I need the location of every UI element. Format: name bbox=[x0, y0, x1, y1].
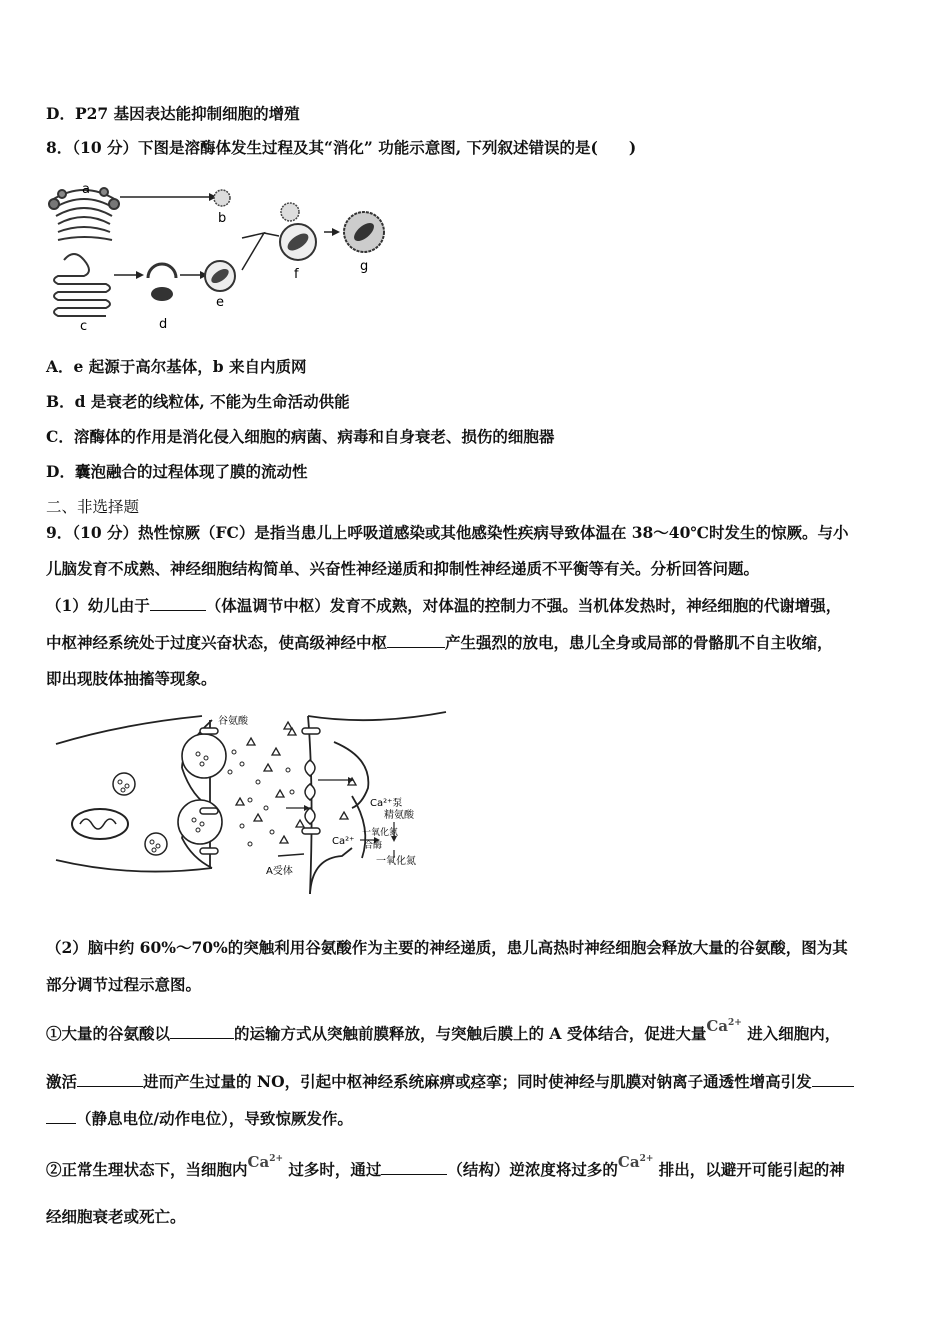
fig-label-a: a bbox=[82, 182, 90, 197]
answer-blank[interactable] bbox=[812, 1070, 854, 1087]
q8-option-d: D．囊泡融合的过程体现了膜的流动性 bbox=[46, 462, 308, 481]
ca-charge: 2+ bbox=[639, 1154, 654, 1164]
label-ca-pump: Ca²⁺泵 bbox=[370, 798, 403, 809]
ca-symbol: Ca bbox=[706, 1017, 729, 1035]
text: ①大量的谷氨酸以 bbox=[46, 1024, 171, 1043]
answer-blank-continued[interactable] bbox=[46, 1107, 76, 1124]
ca-ion-formula bbox=[618, 1153, 653, 1171]
text: 中枢神经系统处于过度兴奋状态，使高级神经中枢 bbox=[46, 633, 388, 652]
section-heading: 二、非选择题 bbox=[46, 498, 140, 516]
ca-ion-formula bbox=[248, 1153, 283, 1171]
ca-symbol: Ca bbox=[617, 1153, 640, 1171]
label-a-receptor: A受体 bbox=[266, 866, 293, 877]
q9-part2-line2: 部分调节过程示意图。 bbox=[46, 975, 202, 994]
text: 排出，以避开可能引起的神 bbox=[653, 1160, 845, 1179]
label-arginine: 精氨酸 bbox=[384, 810, 414, 821]
q9-stem-1: 9．（10 分）热性惊厥（FC）是指当患儿上呼吸道感染或其他感染性疾病导致体温在 38～40℃时发生的惊厥。与小 bbox=[46, 523, 849, 542]
text: （体温调节中枢）发育不成熟，对体温的控制力不强。当机体发热时，神经细胞的代谢增强， bbox=[205, 596, 842, 615]
ca-ion-formula bbox=[706, 1017, 741, 1035]
fig-label-f: f bbox=[294, 267, 299, 282]
q8-option-c: C．溶酶体的作用是消化侵入细胞的病菌、病毒和自身衰老、损伤的细胞器 bbox=[46, 427, 555, 446]
ca-charge: 2+ bbox=[728, 1018, 742, 1028]
q9-stem-2: 儿脑发育不成熟、神经细胞结构简单、兴奋性神经递质和抑制性神经递质不平衡等有关。分析回答问题。 bbox=[46, 559, 760, 578]
q9-part2-line1: （2）脑中约 60%～70%的突触利用谷氨酸作为主要的神经递质，患儿高热时神经细胞会释放大量的谷氨酸，图为其 bbox=[46, 938, 848, 957]
text: （1）幼儿由于 bbox=[46, 596, 150, 615]
label-glutamate: 谷氨酸 bbox=[218, 716, 248, 727]
text: 激活 bbox=[46, 1072, 78, 1091]
lysosome-figure bbox=[44, 178, 394, 338]
text: 进而产生过量的 NO，引起中枢神经系统麻痹或痉挛；同时使神经与肌膜对钠离子通透性增高引发 bbox=[143, 1072, 812, 1091]
q8-stem: 8．（10 分）下图是溶酶体发生过程及其“消化” 功能示意图, 下列叙述错误的是( ) bbox=[46, 138, 637, 157]
fig-label-c: c bbox=[80, 319, 88, 334]
fig-label-d: d bbox=[159, 317, 168, 332]
fig-label-g: g bbox=[360, 259, 369, 274]
q7-option-d: D．P27 基因表达能抑制细胞的增殖 bbox=[46, 104, 300, 123]
q9-sub1-line2 bbox=[46, 1070, 854, 1093]
label-nos-2: 合酶 bbox=[364, 841, 383, 851]
answer-blank[interactable] bbox=[77, 1070, 143, 1087]
ca-charge: 2+ bbox=[269, 1154, 283, 1164]
text: 过多时，通过 bbox=[283, 1160, 382, 1179]
answer-blank[interactable] bbox=[381, 1158, 447, 1175]
text: ②正常生理状态下，当细胞内 bbox=[46, 1160, 248, 1179]
label-no: 一氧化氮 bbox=[376, 856, 416, 867]
text: 的运输方式从突触前膜释放，与突触后膜上的 A 受体结合，促进大量 bbox=[234, 1024, 707, 1043]
label-ca: Ca²⁺ bbox=[332, 836, 355, 847]
answer-blank[interactable] bbox=[170, 1022, 234, 1039]
synapse-figure bbox=[52, 708, 452, 904]
q9-part1-line2 bbox=[46, 631, 833, 654]
text: （静息电位/动作电位），导致惊厥发作。 bbox=[76, 1109, 353, 1128]
q9-part1-line1 bbox=[46, 594, 841, 617]
q9-part1-line3: 即出现肢体抽搐等现象。 bbox=[46, 669, 217, 688]
ca-symbol: Ca bbox=[247, 1153, 270, 1171]
answer-blank[interactable] bbox=[387, 631, 445, 648]
q9-sub2-line1 bbox=[46, 1153, 845, 1181]
fig-label-b: b bbox=[218, 211, 227, 226]
fig-label-e: e bbox=[216, 295, 224, 310]
text: （结构）逆浓度将过多的 bbox=[447, 1160, 618, 1179]
answer-blank[interactable] bbox=[150, 594, 206, 611]
q9-sub1-line3 bbox=[46, 1107, 353, 1130]
text: 产生强烈的放电，患儿全身或局部的骨骼肌不自主收缩， bbox=[445, 633, 833, 652]
q8-option-b: B．d 是衰老的线粒体, 不能为生命活动供能 bbox=[46, 392, 350, 411]
label-nos-1: 一氧化氮 bbox=[362, 828, 399, 838]
q9-sub1-line1 bbox=[46, 1017, 841, 1045]
text: 进入细胞内， bbox=[741, 1024, 841, 1043]
q8-option-a: A．e 起源于高尔基体，b 来自内质网 bbox=[46, 357, 307, 376]
q9-sub2-line2: 经细胞衰老或死亡。 bbox=[46, 1207, 186, 1226]
